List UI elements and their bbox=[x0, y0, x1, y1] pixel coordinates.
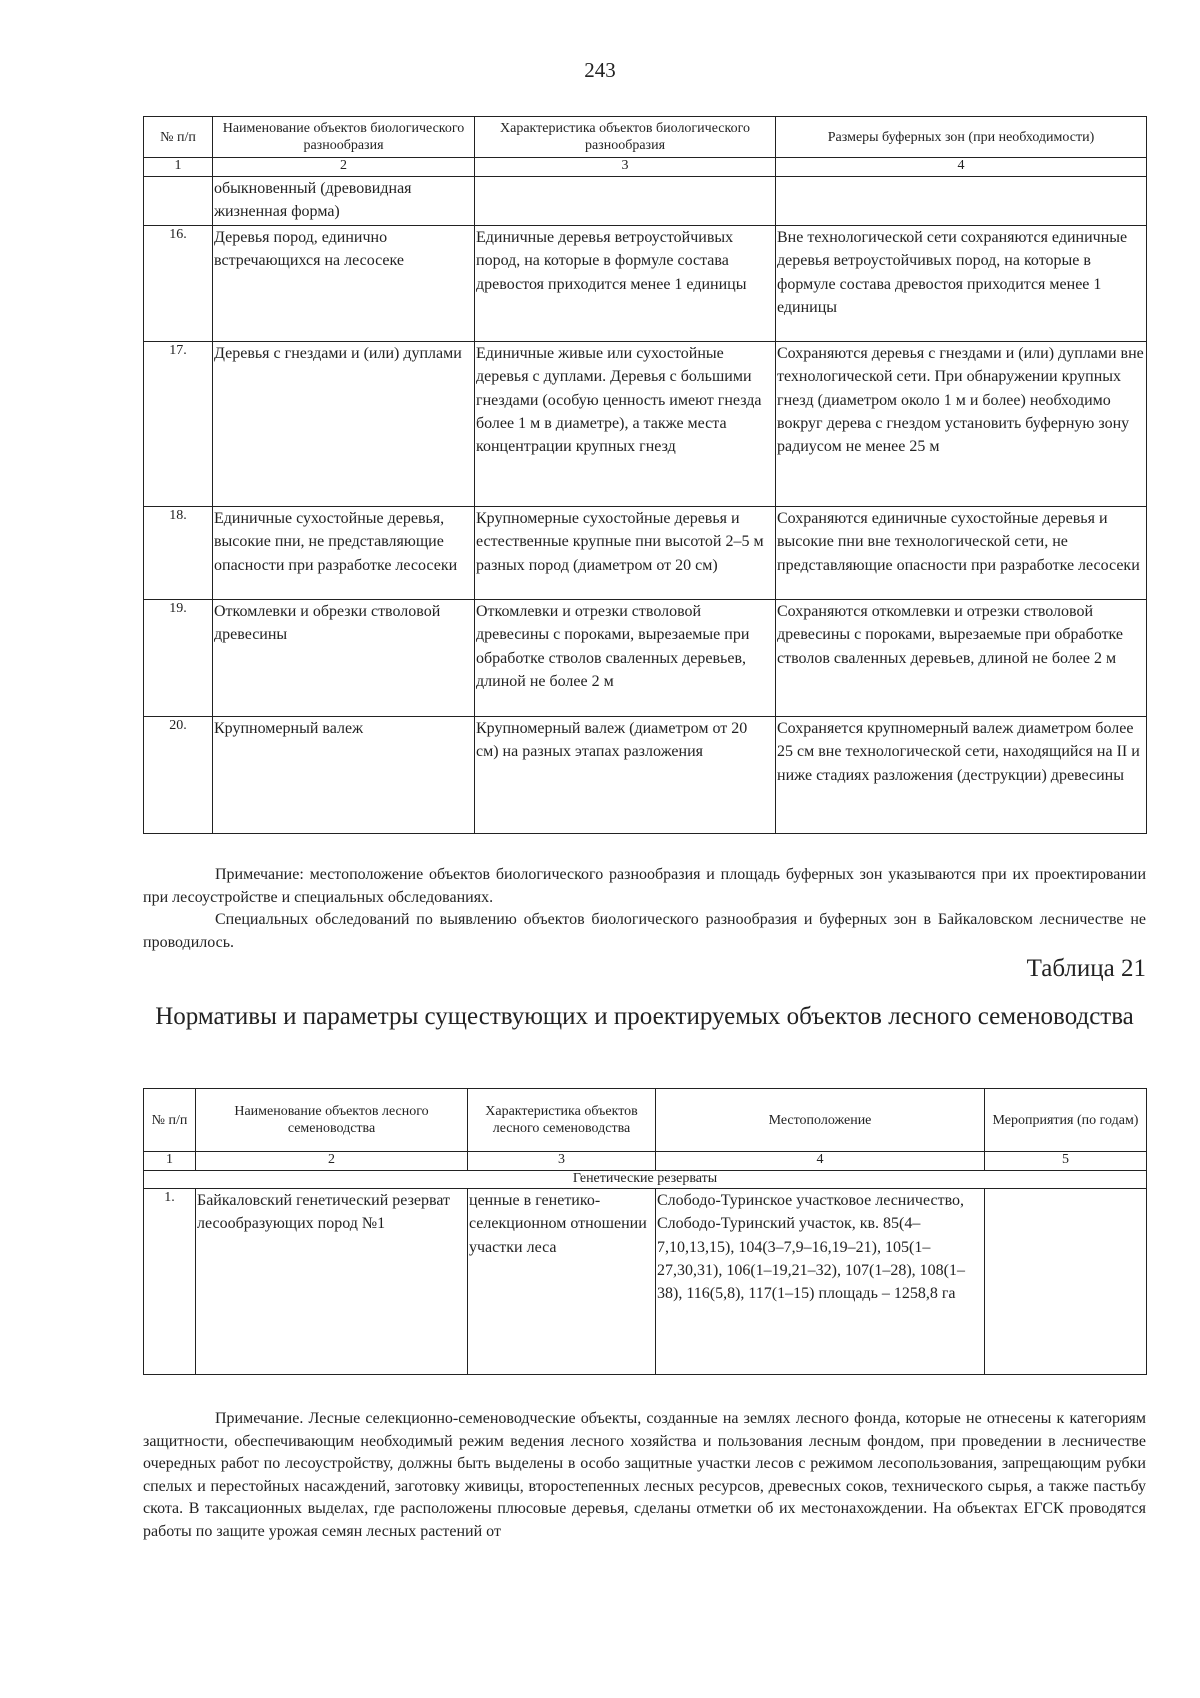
row-characteristic: Откомлевки и отрезки стволовой древесины с пороками, вырезаемые при обработке стволов сваленных деревьев, длиной не более 2 м bbox=[475, 600, 776, 717]
biodiversity-table bbox=[143, 116, 1147, 834]
row-buffer-size bbox=[776, 177, 1147, 226]
row-characteristic: ценные в генетико-селекционном отношении участки леса bbox=[468, 1189, 656, 1375]
index-cell: 3 bbox=[475, 158, 776, 177]
table-row bbox=[144, 177, 1147, 226]
row-name: Деревья с гнездами и (или) дуплами bbox=[213, 342, 475, 507]
row-name: Единичные сухостойные деревья, высокие пни, не представляющие опасности при разработке лесосеки bbox=[213, 507, 475, 600]
table-row bbox=[144, 342, 1147, 507]
row-num: 16. bbox=[144, 226, 213, 342]
index-cell: 4 bbox=[776, 158, 1147, 177]
note-seed-objects bbox=[143, 1408, 1146, 1543]
row-characteristic: Единичные деревья ветроустойчивых пород, на которые в формуле состава древостоя приходится менее 1 единицы bbox=[475, 226, 776, 342]
row-characteristic: Единичные живые или сухостойные деревья с дуплами. Деревья с большими гнездами (особую ценность имеют гнезда более 1 м в диаметре), а также места концентрации крупных гнезд bbox=[475, 342, 776, 507]
row-buffer-size: Сохраняются откомлевки и отрезки стволовой древесины с пороками, вырезаемые при обработке стволов сваленных деревьев, длиной не более 2 м bbox=[776, 600, 1147, 717]
page-number: 243 bbox=[584, 58, 616, 82]
header-measures: Мероприятия (по годам) bbox=[985, 1089, 1147, 1152]
seed-production-table bbox=[143, 1088, 1147, 1375]
row-name: Деревья пород, единично встречающихся на лесосеке bbox=[213, 226, 475, 342]
section-title: Генетические резерваты bbox=[144, 1171, 1147, 1189]
row-characteristic bbox=[475, 177, 776, 226]
row-num: 18. bbox=[144, 507, 213, 600]
row-name: Откомлевки и обрезки стволовой древесины bbox=[213, 600, 475, 717]
index-cell: 4 bbox=[656, 1152, 985, 1171]
note-paragraph: Примечание: местоположение объектов биологического разнообразия и площадь буферных зон указываются при их проектировании при лесоустройстве и специальных обследованиях. bbox=[143, 866, 1146, 906]
table-label: Таблица 21 bbox=[1026, 955, 1146, 982]
index-cell: 1 bbox=[144, 158, 213, 177]
row-characteristic: Крупномерные сухостойные деревья и естественные крупные пни высотой 2–5 м разных пород (диаметром от 20 см) bbox=[475, 507, 776, 600]
row-characteristic: Крупномерный валеж (диаметром от 20 см) на разных этапах разложения bbox=[475, 717, 776, 834]
note-biodiversity bbox=[143, 864, 1146, 954]
row-measures bbox=[985, 1189, 1147, 1375]
row-buffer-size: Сохраняются деревья с гнездами и (или) дуплами вне технологической сети. При обнаружении крупных гнезд (диаметром около 1 м и более) необходимо вокруг дерева с гнездом установить буферную зону радиусом не менее 25 м bbox=[776, 342, 1147, 507]
row-num: 17. bbox=[144, 342, 213, 507]
row-buffer-size: Вне технологической сети сохраняются единичные деревья ветроустойчивых пород, на которые в формуле состава древостоя приходится менее 1 единицы bbox=[776, 226, 1147, 342]
table-row bbox=[144, 600, 1147, 717]
row-location: Слободо-Туринское участковое лесничество, Слободо-Туринский участок, кв. 85(4–7,10,13,15), 104(3–7,9–16,19–21), 105(1–27,30,31), 106(1–19,21–32), 107(1–28), 108(1–38), 116(5,8), 117(1–15) площадь – 1258,8 га bbox=[656, 1189, 985, 1375]
row-buffer-size: Сохраняется крупномерный валеж диаметром более 25 см вне технологической сети, находящийся на II и ниже стадиях разложения (деструкции) древесины bbox=[776, 717, 1147, 834]
row-name: Крупномерный валеж bbox=[213, 717, 475, 834]
index-cell: 2 bbox=[196, 1152, 468, 1171]
header-characteristic: Характеристика объектов лесного семеноводства bbox=[468, 1089, 656, 1152]
row-name: обыкновенный (древовидная жизненная форма) bbox=[213, 177, 475, 226]
header-location: Местоположение bbox=[656, 1089, 985, 1152]
index-cell: 2 bbox=[213, 158, 475, 177]
index-cell: 1 bbox=[144, 1152, 196, 1171]
header-name: Наименование объектов биологического разнообразия bbox=[213, 117, 475, 158]
note-paragraph: Примечание. Лесные селекционно-семеноводческие объекты, созданные на землях лесного фонда, которые не отнесены к категориям защитности, обеспечивающим необходимый режим ведения лесного хозяйства и пользования лесным фондом, при проведении в лесничестве очередных работ по лесоустройству, должны быть выделены в особо защитные участки лесов с режимом лесопользования, запрещающим рубки спелых и перестойных насаждений, заготовку живицы, второстепенных лесных ресурсов, древесных соков, технического сырья, а также пастьбу скота. В таксационных выделах, где расположены плюсовые деревья, сделаны отметки об их местонахождении. На объектах ЕГСК проводятся работы по защите урожая семян лесных растений от bbox=[143, 1410, 1146, 1540]
header-num: № п/п bbox=[144, 117, 213, 158]
index-row bbox=[144, 158, 1147, 177]
header-num: № п/п bbox=[144, 1089, 196, 1152]
index-cell: 3 bbox=[468, 1152, 656, 1171]
table-title: Нормативы и параметры существующих и проектируемых объектов лесного семеноводства bbox=[155, 1003, 1134, 1030]
note-paragraph: Специальных обследований по выявлению объектов биологического разнообразия и буферных зон в Байкаловском лесничестве не проводилось. bbox=[143, 911, 1146, 951]
table-header-row bbox=[144, 1089, 1147, 1152]
row-num: 1. bbox=[144, 1189, 196, 1375]
header-name: Наименование объектов лесного семеноводства bbox=[196, 1089, 468, 1152]
header-characteristic: Характеристика объектов биологического разнообразия bbox=[475, 117, 776, 158]
row-num: 19. bbox=[144, 600, 213, 717]
table-row bbox=[144, 717, 1147, 834]
table-row bbox=[144, 1189, 1147, 1375]
row-buffer-size: Сохраняются единичные сухостойные деревья и высокие пни вне технологической сети, не представляющие опасности при разработке лесосеки bbox=[776, 507, 1147, 600]
row-num bbox=[144, 177, 213, 226]
table-header-row bbox=[144, 117, 1147, 158]
index-row bbox=[144, 1152, 1147, 1171]
index-cell: 5 bbox=[985, 1152, 1147, 1171]
row-num: 20. bbox=[144, 717, 213, 834]
row-name: Байкаловский генетический резерват лесообразующих пород №1 bbox=[196, 1189, 468, 1375]
table-row bbox=[144, 507, 1147, 600]
header-buffer-size: Размеры буферных зон (при необходимости) bbox=[776, 117, 1147, 158]
section-row bbox=[144, 1171, 1147, 1189]
table-row bbox=[144, 226, 1147, 342]
